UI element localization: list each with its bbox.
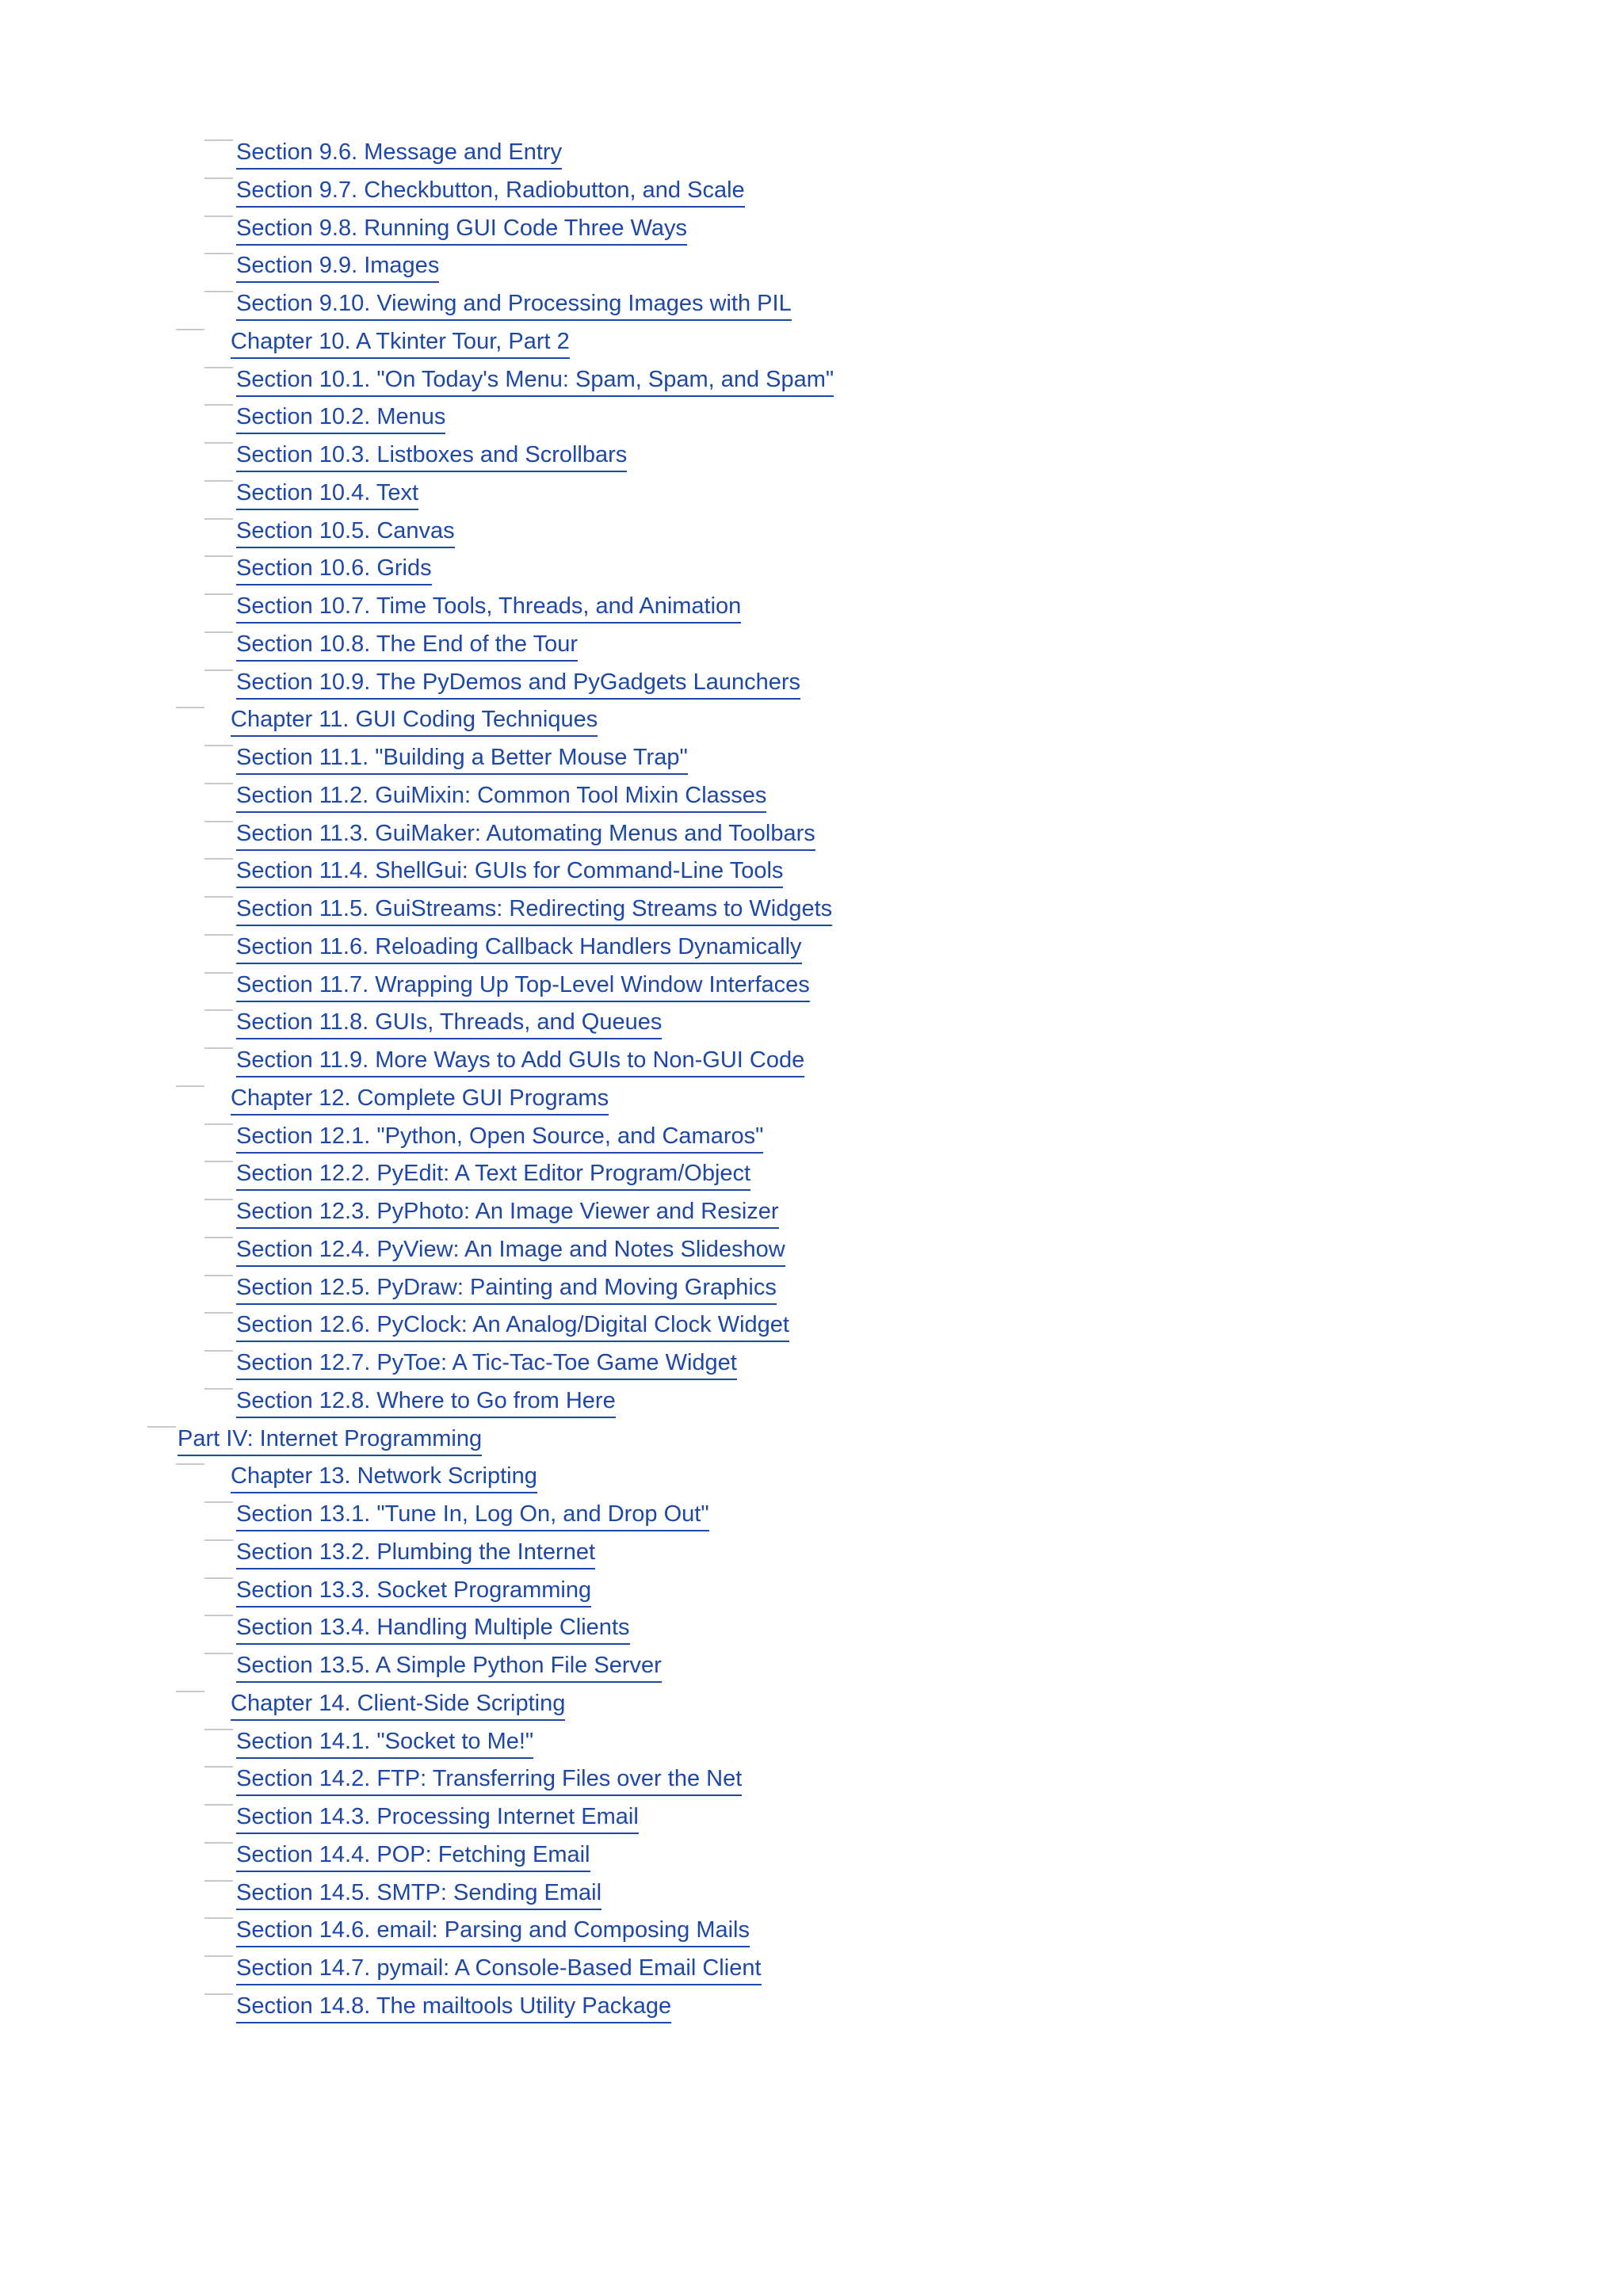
- toc-section-link[interactable]: Section 12.5. PyDraw: Painting and Moving Graphics: [236, 1272, 777, 1305]
- tree-connector-line: [204, 1993, 233, 1995]
- toc-section-link[interactable]: Section 12.1. "Python, Open Source, and Camaros": [236, 1120, 763, 1154]
- tree-connector-line: [204, 821, 233, 822]
- toc-section-link[interactable]: Section 14.4. POP: Fetching Email: [236, 1839, 590, 1872]
- tree-connector-line: [204, 367, 233, 368]
- tree-connector-line: [204, 442, 233, 444]
- toc-chapter-link[interactable]: Chapter 13. Network Scripting: [231, 1460, 537, 1493]
- tree-connector-line: [204, 253, 233, 254]
- tree-connector-line: [204, 1161, 233, 1162]
- toc-section-link[interactable]: Section 9.6. Message and Entry: [236, 136, 562, 170]
- toc-section-link[interactable]: Section 14.6. email: Parsing and Composing Mails: [236, 1914, 750, 1947]
- tree-connector-line: [204, 1388, 233, 1390]
- toc-section-link[interactable]: Section 12.3. PyPhoto: An Image Viewer and Resizer: [236, 1196, 779, 1229]
- toc-section-link[interactable]: Section 10.1. "On Today's Menu: Spam, Spam, and Spam": [236, 364, 834, 397]
- tree-connector-line: [204, 745, 233, 746]
- tree-connector-line: [204, 783, 233, 784]
- toc-section-link[interactable]: Section 11.1. "Building a Better Mouse Trap": [236, 742, 688, 775]
- toc-section-link[interactable]: Section 14.2. FTP: Transferring Files over the Net: [236, 1763, 742, 1796]
- tree-connector-line: [204, 1804, 233, 1806]
- toc-section-link[interactable]: Section 13.5. A Simple Python File Server: [236, 1650, 662, 1683]
- tree-connector-line: [204, 215, 233, 217]
- toc-section-link[interactable]: Section 13.2. Plumbing the Internet: [236, 1536, 595, 1569]
- toc-section-link[interactable]: Section 9.10. Viewing and Processing Images with PIL: [236, 288, 792, 321]
- toc-section-link[interactable]: Section 11.7. Wrapping Up Top-Level Window Interfaces: [236, 969, 810, 1002]
- toc-section-link[interactable]: Section 13.4. Handling Multiple Clients: [236, 1611, 630, 1645]
- tree-connector-line: [204, 1275, 233, 1276]
- tree-connector-line: [204, 1880, 233, 1882]
- tree-connector-line: [204, 1615, 233, 1616]
- tree-connector-line: [204, 1350, 233, 1352]
- toc-chapter-link[interactable]: Chapter 11. GUI Coding Techniques: [231, 704, 598, 737]
- tree-connector-line: [204, 1199, 233, 1200]
- toc-section-link[interactable]: Section 11.8. GUIs, Threads, and Queues: [236, 1006, 662, 1039]
- tree-connector-line: [204, 1917, 233, 1919]
- toc-section-link[interactable]: Section 10.4. Text: [236, 477, 418, 510]
- toc-section-link[interactable]: Section 11.3. GuiMaker: Automating Menus and Toolbars: [236, 818, 815, 851]
- toc-section-link[interactable]: Section 10.8. The End of the Tour: [236, 628, 578, 662]
- toc-section-link[interactable]: Section 12.4. PyView: An Image and Notes Slideshow: [236, 1234, 785, 1267]
- tree-connector-line: [204, 631, 233, 633]
- toc-section-link[interactable]: Section 10.5. Canvas: [236, 515, 455, 548]
- toc-section-link[interactable]: Section 11.5. GuiStreams: Redirecting Streams to Widgets: [236, 893, 832, 926]
- toc-section-link[interactable]: Section 14.5. SMTP: Sending Email: [236, 1877, 601, 1910]
- tree-connector-line: [204, 1237, 233, 1238]
- tree-connector-line: [176, 1463, 204, 1465]
- tree-connector-line: [204, 1539, 233, 1541]
- tree-connector-line: [204, 139, 233, 141]
- tree-connector-line: [204, 404, 233, 406]
- toc-section-link[interactable]: Section 12.8. Where to Go from Here: [236, 1385, 616, 1418]
- toc-section-link[interactable]: Section 13.1. "Tune In, Log On, and Drop Out": [236, 1498, 709, 1531]
- toc-section-link[interactable]: Section 13.3. Socket Programming: [236, 1574, 591, 1608]
- toc-section-link[interactable]: Section 14.1. "Socket to Me!": [236, 1726, 533, 1759]
- toc-section-link[interactable]: Section 10.2. Menus: [236, 401, 445, 434]
- tree-connector-line: [176, 329, 204, 330]
- tree-connector-line: [204, 480, 233, 482]
- tree-connector-line: [204, 1842, 233, 1844]
- tree-connector-line: [204, 1501, 233, 1503]
- toc-section-link[interactable]: Section 14.7. pymail: A Console-Based Email Client: [236, 1952, 762, 1985]
- tree-connector-line: [204, 1653, 233, 1654]
- toc-section-link[interactable]: Section 10.6. Grids: [236, 552, 432, 585]
- tree-connector-line: [204, 669, 233, 671]
- tree-connector-line: [204, 1729, 233, 1730]
- toc-section-link[interactable]: Section 14.8. The mailtools Utility Package: [236, 1990, 671, 2023]
- toc-section-link[interactable]: Section 12.6. PyClock: An Analog/Digital Clock Widget: [236, 1309, 789, 1342]
- tree-connector-line: [204, 555, 233, 557]
- toc-part-link[interactable]: Part IV: Internet Programming: [178, 1423, 482, 1456]
- tree-connector-line: [204, 1047, 233, 1049]
- tree-connector-line: [204, 896, 233, 898]
- tree-connector-line: [204, 291, 233, 292]
- toc-section-link[interactable]: Section 9.8. Running GUI Code Three Ways: [236, 212, 687, 246]
- tree-connector-line: [176, 1691, 204, 1692]
- tree-connector-line: [147, 1426, 176, 1428]
- tree-connector-line: [204, 1955, 233, 1957]
- tree-connector-line: [176, 1085, 204, 1087]
- tree-connector-line: [204, 1312, 233, 1314]
- toc-chapter-link[interactable]: Chapter 10. A Tkinter Tour, Part 2: [231, 326, 570, 359]
- toc-section-link[interactable]: Section 14.3. Processing Internet Email: [236, 1801, 639, 1834]
- toc-section-link[interactable]: Section 9.9. Images: [236, 250, 439, 283]
- tree-connector-line: [176, 707, 204, 708]
- tree-connector-line: [204, 1766, 233, 1768]
- tree-connector-line: [204, 972, 233, 974]
- toc-chapter-link[interactable]: Chapter 14. Client-Side Scripting: [231, 1688, 565, 1721]
- toc-section-link[interactable]: Section 10.9. The PyDemos and PyGadgets Launchers: [236, 666, 800, 700]
- toc-section-link[interactable]: Section 12.2. PyEdit: A Text Editor Program/Object: [236, 1158, 750, 1191]
- tree-connector-line: [204, 1577, 233, 1579]
- toc-section-link[interactable]: Section 12.7. PyToe: A Tic-Tac-Toe Game Widget: [236, 1347, 737, 1380]
- toc-section-link[interactable]: Section 10.3. Listboxes and Scrollbars: [236, 439, 627, 472]
- tree-connector-line: [204, 1123, 233, 1125]
- toc-section-link[interactable]: Section 11.6. Reloading Callback Handlers Dynamically: [236, 931, 802, 964]
- tree-connector-line: [204, 177, 233, 179]
- toc-section-link[interactable]: Section 9.7. Checkbutton, Radiobutton, and Scale: [236, 174, 745, 208]
- tree-connector-line: [204, 1009, 233, 1011]
- toc-chapter-link[interactable]: Chapter 12. Complete GUI Programs: [231, 1082, 609, 1116]
- tree-connector-line: [204, 934, 233, 936]
- toc-section-link[interactable]: Section 10.7. Time Tools, Threads, and Animation: [236, 590, 741, 624]
- tree-connector-line: [204, 518, 233, 520]
- toc-section-link[interactable]: Section 11.2. GuiMixin: Common Tool Mixin Classes: [236, 780, 766, 813]
- toc-section-link[interactable]: Section 11.4. ShellGui: GUIs for Command-Line Tools: [236, 855, 783, 888]
- toc-section-link[interactable]: Section 11.9. More Ways to Add GUIs to Non-GUI Code: [236, 1044, 804, 1077]
- tree-connector-line: [204, 858, 233, 860]
- tree-connector-line: [204, 593, 233, 595]
